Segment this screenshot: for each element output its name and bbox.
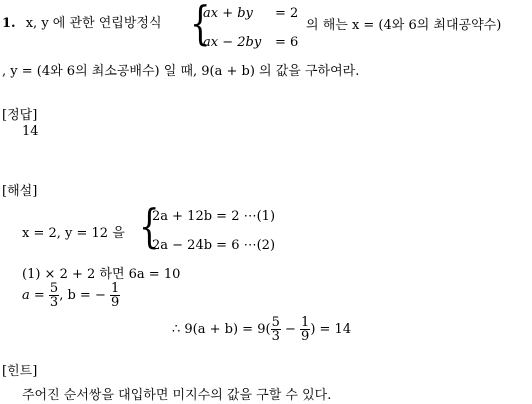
problem-number: 1. [2,16,16,31]
b-label: , b = − [59,288,106,303]
fraction-final-2 [300,316,310,343]
fraction-final-1-denominator: 3 [271,329,280,344]
problem-equation-2 [203,35,299,50]
problem-intro: x, y 에 관한 연립방정식 [25,16,162,31]
solution-system-brace: { [139,199,160,253]
solution-header: [해설] [2,184,38,199]
eq1-lhs: ax + by [203,6,253,21]
solution-equation-2: 2a − 24b = 6 ⋯(2) [152,238,276,253]
final-minus: − [284,322,296,337]
eq2-rhs: = 6 [275,35,299,50]
problem-line-1-post: 의 해는 x = (4와 6의 최대공약수) [306,18,502,33]
fraction-a-denominator: 3 [49,295,59,310]
fraction-final-1 [271,316,281,343]
problem-line-2: , y = (4와 6의 최소공배수) 일 때, 9(a + b) 의 값을 구하여라. [2,64,360,79]
fraction-final-2-denominator: 9 [301,329,310,344]
eq2-lhs: ax − 2by [203,35,262,50]
a-label: a = [22,288,45,303]
fraction-a [49,282,59,309]
hint-text: 주어진 순서쌍을 대입하면 미지수의 값을 구할 수 있다. [22,388,332,403]
answer-value: 14 [22,124,39,139]
fraction-b [110,282,120,309]
solution-line-1: x = 2, y = 12 을 [22,226,125,241]
fraction-a-numerator: 5 [49,281,59,296]
solution-equation-1: 2a + 12b = 2 ⋯(1) [152,209,276,224]
eq1-rhs: = 2 [275,6,299,21]
problem-system-brace: { [190,0,211,50]
fraction-b-numerator: 1 [110,281,120,296]
final-suffix: ) = 14 [310,322,352,337]
fraction-final-2-numerator: 1 [301,315,310,330]
final-prefix: ∴ 9(a + b) = 9( [172,322,271,337]
fraction-final-1-numerator: 5 [271,315,280,330]
problem-equation-1 [203,6,299,21]
answer-header: [정답] [2,108,38,123]
solution-line-3 [22,282,120,309]
solution-final-line [172,316,351,343]
problem-line-1 [2,12,162,31]
fraction-b-denominator: 9 [110,295,120,310]
hint-header: [힌트] [2,364,38,379]
solution-line-2: (1) × 2 + 2 하면 6a = 10 [22,267,181,282]
